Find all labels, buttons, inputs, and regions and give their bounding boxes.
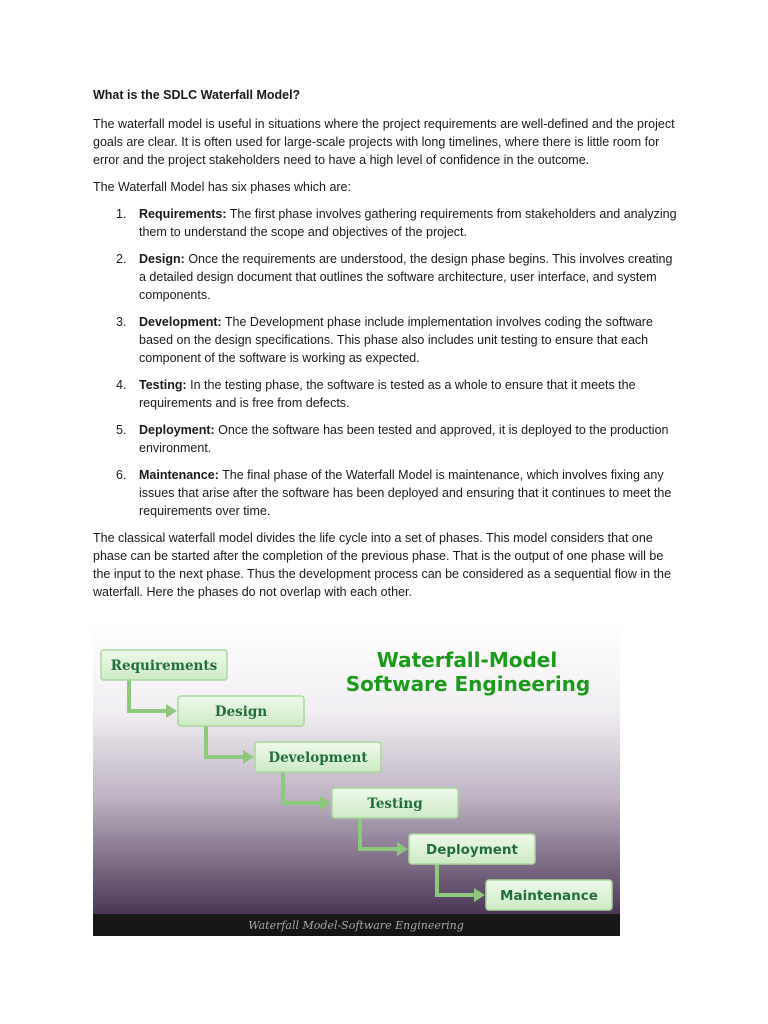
phase-name: Design: [139, 252, 185, 266]
step-development [255, 742, 381, 772]
list-number: 3. [116, 315, 127, 329]
step-testing [332, 788, 458, 818]
list-number: 6. [116, 468, 127, 482]
phase-description: Once the software has been tested and approved, it is deployed to the production environment. [139, 423, 669, 455]
phase-name: Maintenance: [139, 468, 219, 482]
step-maintenance [486, 880, 612, 910]
phase-name: Requirements: [139, 207, 227, 221]
phase-name: Development: [139, 315, 222, 329]
list-number: 1. [116, 207, 127, 221]
step-deployment [409, 834, 535, 864]
diagram-caption: Waterfall Model-Software Engineering [248, 919, 464, 932]
diagram-title-line2: Software Engineering [345, 672, 591, 696]
phases-intro: The Waterfall Model has six phases which are: [93, 180, 351, 194]
list-item [93, 313, 678, 367]
step-label: Design [214, 704, 268, 720]
phase-description: The Development phase include implementation involves coding the software based on the design specifications. This phase also includes unit testing to ensure that each component of the software is working as expected. [139, 315, 653, 365]
list-number: 5. [116, 423, 127, 437]
list-number: 4. [116, 378, 127, 392]
phase-name: Testing: [139, 378, 187, 392]
phase-description: Once the requirements are understood, the design phase begins. This involves creating a detailed design document that outlines the software architecture, user interface, and system components. [139, 252, 673, 302]
list-number: 2. [116, 252, 127, 266]
step-design [178, 696, 304, 726]
list-item [93, 466, 678, 520]
step-label: Requirements [110, 658, 218, 674]
document-page [93, 86, 678, 610]
list-item [93, 250, 678, 304]
step-label: Maintenance [500, 888, 598, 904]
phase-description: The first phase involves gathering requirements from stakeholders and analyzing them to understand the scope and objectives of the project. [139, 207, 677, 239]
waterfall-diagram-svg [93, 625, 620, 936]
list-item [93, 376, 678, 412]
step-label: Development [268, 750, 368, 766]
phase-name: Deployment: [139, 423, 215, 437]
closing-paragraph: The classical waterfall model divides the life cycle into a set of phases. This model considers that one phase can be started after the completion of the previous phase. That is the output of one phase will be the input to the next phase. Thus the development process can be considered as a sequential flow in the waterfall. Here the phases do not overlap with each other. [93, 531, 671, 599]
list-item [93, 421, 678, 457]
phase-description: The final phase of the Waterfall Model is maintenance, which involves fixing any issues that arise after the software has been deployed and ensuring that it continues to meet the requirements over time. [139, 468, 672, 518]
phase-description: In the testing phase, the software is tested as a whole to ensure that it meets the requirements and is free from defects. [139, 378, 636, 410]
diagram-title-line1: Waterfall-Model [376, 648, 558, 672]
list-item [93, 205, 678, 241]
waterfall-diagram-image [93, 625, 620, 936]
document-title: What is the SDLC Waterfall Model? [93, 88, 301, 102]
step-label: Deployment [425, 842, 519, 858]
intro-paragraph: The waterfall model is useful in situations where the project requirements are well-defined and the project goals are clear. It is often used for large-scale projects with long timelines, where there is little room for error and the project stakeholders need to have a high level of confidence in the outcome. [93, 117, 675, 167]
phase-list [93, 205, 678, 520]
step-requirements [101, 650, 227, 680]
step-label: Testing [367, 796, 423, 812]
